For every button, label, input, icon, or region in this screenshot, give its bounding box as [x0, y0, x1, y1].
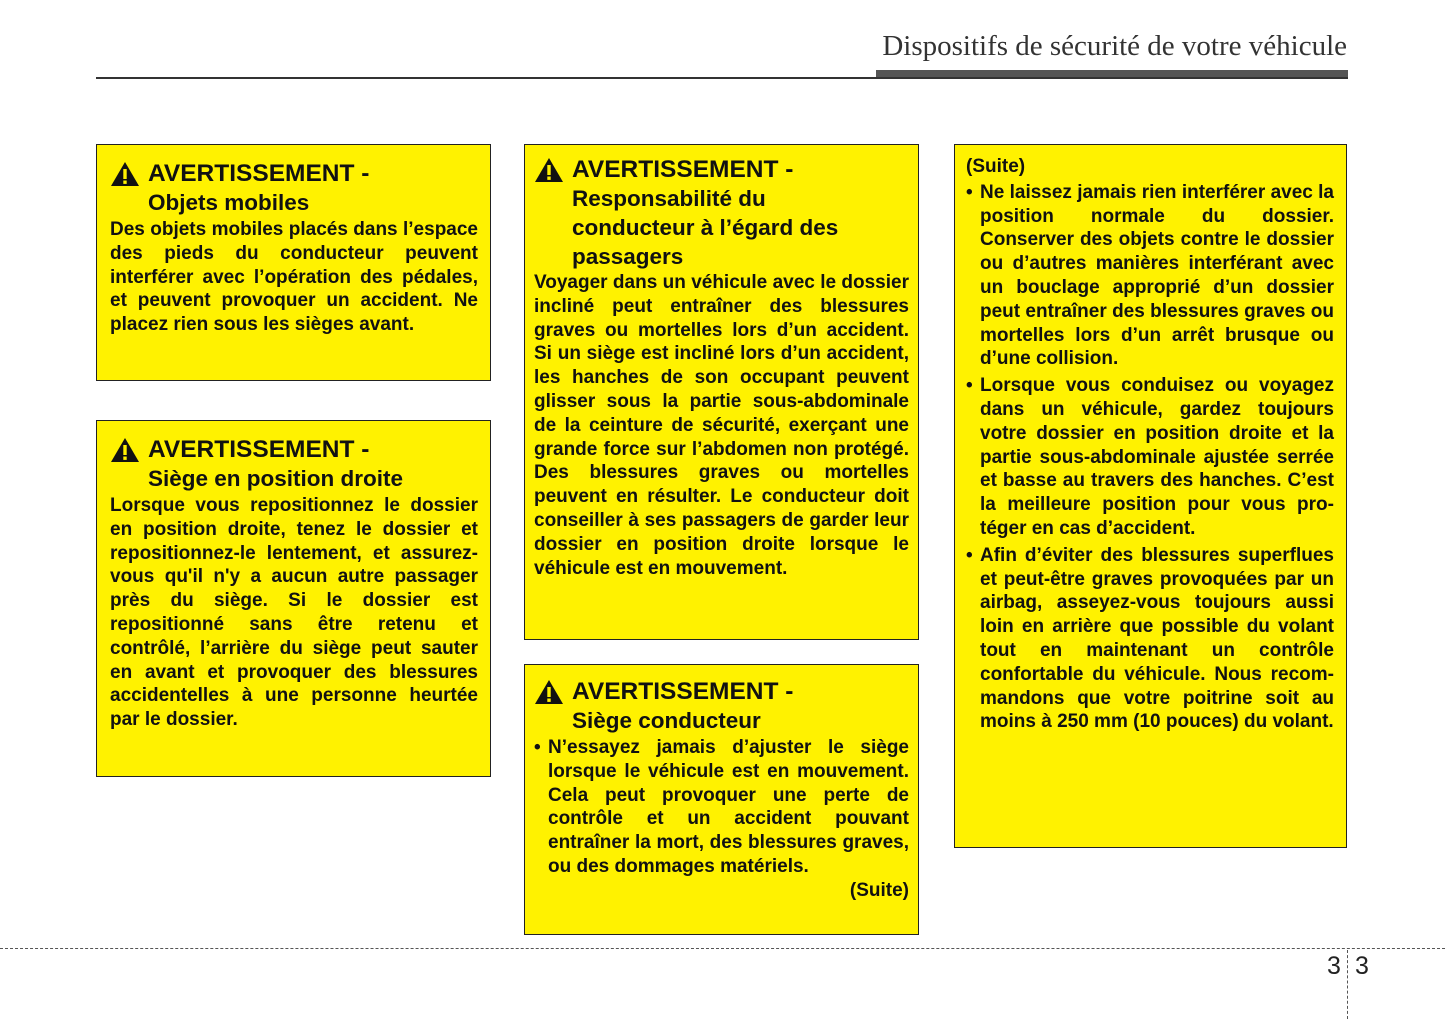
chapter-number: 3 — [1327, 952, 1341, 980]
warning-subtitle: Siège en position droite — [148, 466, 404, 491]
warning-triangle-icon — [534, 157, 564, 183]
warning-title: AVERTISSEMENT - — [148, 160, 370, 187]
continued-label: (Suite) — [966, 156, 1026, 177]
warning-box-siege-conducteur — [524, 664, 919, 935]
bullet-text: Ne laissez jamais rien interférer avec la position normale du dossier. Conserver des objets contre le dossier ou d’autres manières interférant avec un bouclage approprié d’un dossier peut entraîner des blessures graves ou mortelles lors d’un arrêt brusque ou d’une collision. — [980, 181, 1334, 370]
footer-dashed-divider — [1347, 950, 1348, 1019]
warning-title: AVERTISSEMENT - — [572, 678, 794, 705]
warning-triangle-icon — [110, 161, 140, 187]
bullet-item — [966, 181, 1334, 371]
warning-box-responsabilite-conducteur — [524, 144, 919, 640]
warning-triangle-icon — [534, 679, 564, 705]
warning-subtitle: Objets mobiles — [148, 190, 310, 215]
bullet-mark: • — [534, 737, 541, 758]
bullet-text: Lorsque vous conduisez ou voyagez dans un véhicule, gardez toujours votre dossier en position droite et la partie sous-abdominale ajustée serrée et basse au travers des hanches. C’est la meilleure position pour vous protéger en cas d’accident. — [980, 375, 1334, 539]
footer-dashed-rule — [0, 948, 1445, 949]
bullet-item — [966, 374, 1334, 541]
page-header-title: Dispositifs de sécurité de votre véhicule — [882, 30, 1347, 62]
bullet-mark: • — [966, 544, 973, 566]
bullet-text: N’essayez jamais d’ajuster le siège lorsque le véhicule est en mouvement. Cela peut provoquer une perte de contrôle et un accident pouvant entraîner la mort, des blessures graves, ou des dommages matériels. — [548, 737, 909, 877]
bullet-mark: • — [966, 181, 973, 203]
warning-body: Des objets mobiles placés dans l’espace des pieds du conducteur peuvent interférer avec l’opération des pédales, et peuvent provoquer un accident. Ne placez rien sous les sièges avant. — [110, 219, 478, 336]
warning-triangle-icon — [110, 437, 140, 463]
header-rule — [96, 77, 1348, 79]
bullet-item — [966, 544, 1334, 734]
warning-box-objets-mobiles — [96, 144, 491, 381]
warning-heading — [534, 677, 909, 735]
warning-box-suite — [954, 144, 1347, 848]
warning-heading — [110, 159, 478, 217]
page-number: 3 — [1355, 952, 1369, 980]
warning-subtitle: conducteur à l’égard des — [572, 215, 839, 240]
warning-subtitle: Responsabilité du — [572, 186, 766, 211]
warning-title: AVERTISSEMENT - — [572, 156, 794, 183]
warning-heading — [110, 435, 478, 493]
bullet-text: Afin d’éviter des blessures superflues et peut-être graves provoquées par un airbag, asseyez-vous toujours aussi loin en arrière que possible du volant tout en maintenant un contrôle confortable du véhicule. Nous recommandons que votre poitrine soit au moins à 250 mm (10 pouces) du volant. — [980, 544, 1334, 733]
bullet-item — [534, 736, 909, 879]
warning-body: Lorsque vous repositionnez le dossier en position droite, tenez le dossier et repositionnez-le lentement, et assurez-vous qu'il n'y a aucun autre passager près du siège. Si le dossier est repositionné sans être retenu et contrôlé, l’arrière du siège peut sauter en avant et provoquer des blessures accidentelles à une personne heurtée par le dossier. — [110, 495, 478, 731]
warning-title: AVERTISSEMENT - — [148, 436, 370, 463]
warning-subtitle: passagers — [572, 244, 684, 269]
warning-body: Voyager dans un véhicule avec le dossier incliné peut entraîner des blessures graves ou mortelles lors d’un accident. Si un siège est incliné lors d’un accident, les hanches de son occupant peuvent glisser sous la partie sous-abdominale de la ceinture de sécurité, exerçant une grande force sur l’abdomen non protégé. Des blessures graves ou mortelles peuvent en résulter. Le conducteur doit conseiller à ses passagers de garder leur dossier en position droite lorsque le véhicule est en mouvement. — [534, 272, 909, 579]
warning-subtitle: Siège conducteur — [572, 708, 761, 733]
continued-label: (Suite) — [849, 879, 909, 901]
warning-box-siege-position-droite — [96, 420, 491, 777]
warning-heading — [534, 155, 909, 271]
bullet-mark: • — [966, 375, 973, 397]
